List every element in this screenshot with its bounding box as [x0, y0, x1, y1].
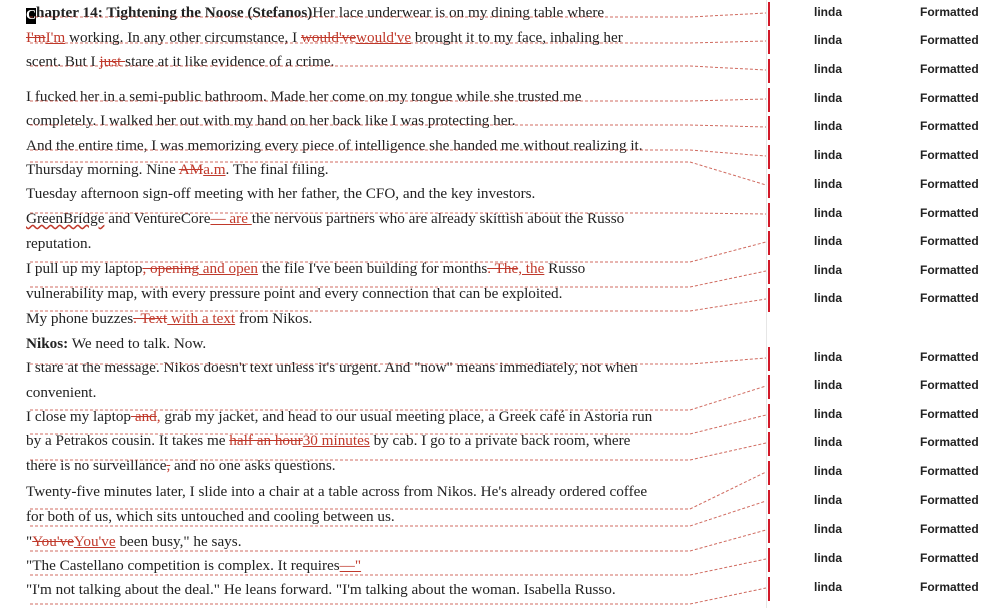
revision-author: linda — [814, 378, 843, 392]
revision-author: linda — [814, 493, 843, 507]
revision-author: linda — [814, 291, 843, 305]
text-run: vulnerability map, with every pressure point and every connection that can be exploited. — [26, 285, 563, 302]
text-run: brought it to my face, inhaling her — [411, 29, 623, 46]
revision-type: Formatted — [920, 407, 979, 421]
text-run: Her lace underwear is on my dining table where — [312, 4, 605, 21]
comment-connector-line — [30, 588, 766, 604]
revision-balloon[interactable] — [772, 261, 1000, 281]
revision-balloon[interactable] — [772, 232, 1000, 252]
revision-type: Formatted — [920, 206, 979, 220]
text-run: the nervous partners who are already skittish about the Russo — [251, 210, 625, 227]
revision-author: linda — [814, 551, 843, 565]
comment-connector-line — [30, 358, 766, 364]
revision-author: linda — [814, 407, 843, 421]
inserted-text: I'm — [45, 29, 66, 46]
revision-type: Formatted — [920, 551, 979, 565]
revision-type: Formatted — [920, 119, 979, 133]
revision-author: linda — [814, 435, 843, 449]
text-run: there is no surveillance — [26, 457, 167, 474]
comment-connector-line — [30, 13, 766, 17]
markup-pane-divider — [766, 0, 767, 608]
text-run: Russo — [544, 260, 586, 277]
revision-balloon[interactable] — [772, 462, 1000, 482]
revision-balloon[interactable] — [772, 89, 1000, 109]
revision-type: Formatted — [920, 91, 979, 105]
revision-type: Formatted — [920, 435, 979, 449]
change-bar — [768, 548, 770, 572]
change-bar — [768, 404, 770, 428]
revision-author: linda — [814, 119, 843, 133]
deleted-text: and — [131, 408, 157, 425]
comment-connector-line — [30, 386, 766, 410]
revision-author: linda — [814, 177, 843, 191]
revision-author: linda — [814, 263, 843, 277]
inserted-text: You've — [73, 533, 116, 550]
revision-type: Formatted — [920, 291, 979, 305]
change-bar — [768, 30, 770, 54]
revision-author: linda — [814, 62, 843, 76]
comment-connector-line — [30, 162, 766, 185]
change-bar — [768, 174, 770, 198]
revision-author: linda — [814, 522, 843, 536]
comment-connector-line — [30, 501, 766, 526]
revision-type: Formatted — [920, 234, 979, 248]
text-run: . The final filing. — [225, 161, 329, 178]
comment-connector-line — [30, 472, 766, 509]
inserted-text: , — [156, 408, 161, 425]
text-run: working. In any other circumstance, I — [65, 29, 301, 46]
change-bar — [768, 432, 770, 456]
revision-balloon[interactable] — [772, 348, 1000, 368]
comment-connector-line — [30, 299, 766, 311]
change-bar — [768, 490, 770, 514]
revision-type: Formatted — [920, 5, 979, 19]
revision-type: Formatted — [920, 177, 979, 191]
revision-type: Formatted — [920, 33, 979, 47]
revision-type: Formatted — [920, 263, 979, 277]
text-run: convenient. — [26, 384, 97, 401]
revision-balloon[interactable] — [772, 405, 1000, 425]
revision-balloon[interactable] — [772, 31, 1000, 51]
text-run: "The Castellano competition is complex. It requires — [26, 557, 340, 574]
deleted-text: . The — [487, 260, 519, 277]
revision-balloon[interactable] — [772, 289, 1000, 309]
revision-author: linda — [814, 234, 843, 248]
revision-author: linda — [814, 33, 843, 47]
comment-connector-line — [30, 150, 766, 156]
inserted-text: a.m — [203, 161, 226, 178]
text-run: reputation. — [26, 235, 92, 252]
revision-type: Formatted — [920, 522, 979, 536]
change-bar — [768, 519, 770, 543]
text-run: the file I've been building for months — [258, 260, 488, 277]
comment-connector-line — [30, 125, 766, 127]
deleted-text: You've — [32, 533, 74, 550]
revision-balloon[interactable] — [772, 117, 1000, 137]
revision-balloon[interactable] — [772, 175, 1000, 195]
text-run: Tuesday afternoon sign-off meeting with her father, the CFO, and the key investors. — [26, 185, 536, 202]
deleted-text: AM — [178, 161, 204, 178]
change-bar — [768, 288, 770, 312]
comment-connector-line — [30, 271, 766, 287]
inserted-text: , the — [518, 260, 545, 277]
inserted-text: and open — [198, 260, 259, 277]
deleted-text: , opening — [142, 260, 199, 277]
spelling-flag-text: GreenBridge — [26, 210, 105, 227]
text-run: I pull up my laptop — [26, 260, 143, 277]
text-run: "I'm not talking about the deal." He leans forward. "I'm talking about the woman. Isabella Russo. — [26, 581, 616, 598]
text-run: Twenty-five minutes later, I slide into a chair at a table across from Nikos. He's already ordered coffee — [26, 483, 648, 500]
selection-caret: C — [26, 8, 37, 23]
text-run: " — [26, 533, 33, 550]
revision-author: linda — [814, 580, 843, 594]
change-bar — [768, 2, 770, 26]
revision-balloon[interactable] — [772, 491, 1000, 511]
change-bar — [768, 88, 770, 112]
text-run: I close my laptop — [26, 408, 132, 425]
text-run: We need to talk. Now. — [68, 335, 207, 352]
revision-type: Formatted — [920, 378, 979, 392]
change-bar — [768, 461, 770, 485]
text-run: Thursday morning. Nine — [26, 161, 179, 178]
change-bar — [768, 347, 770, 371]
text-run: And the entire time, I was memorizing every piece of intelligence she handed me without realizing it. — [26, 137, 643, 154]
text-run: and no one asks questions. — [170, 457, 336, 474]
chapter-heading: hapter 14: Tightening the Noose (Stefanos) — [36, 4, 313, 21]
revision-type: Formatted — [920, 62, 979, 76]
text-run: by cab. I go to a private back room, where — [369, 432, 631, 449]
revision-author: linda — [814, 5, 843, 19]
revision-author: linda — [814, 464, 843, 478]
change-bar — [768, 577, 770, 601]
comment-connector-line — [30, 415, 766, 434]
comments-pane — [772, 0, 1000, 608]
change-bar — [768, 231, 770, 255]
speaker-name: Nikos: — [26, 335, 69, 352]
inserted-text: — are — [210, 210, 252, 227]
text-run: I stare at the message. Nikos doesn't text unless it's urgent. And "now" means immediately, not when — [26, 359, 638, 376]
inserted-text: 30 minutes — [302, 432, 370, 449]
text-run: My phone buzzes — [26, 310, 134, 327]
inserted-text: would've — [356, 29, 412, 46]
revision-balloon[interactable] — [772, 549, 1000, 569]
revision-author: linda — [814, 148, 843, 162]
text-run: for both of us, which sits untouched and cooling between us. — [26, 508, 395, 525]
revision-balloon[interactable] — [772, 578, 1000, 598]
text-run: by a Petrakos cousin. It takes me — [26, 432, 230, 449]
revision-balloon[interactable] — [772, 520, 1000, 540]
inserted-text: with a text — [167, 310, 236, 327]
change-bar — [768, 260, 770, 284]
deleted-text: just — [99, 53, 126, 70]
revision-balloon[interactable] — [772, 60, 1000, 80]
revision-author: linda — [814, 91, 843, 105]
revision-type: Formatted — [920, 464, 979, 478]
comment-connector-line — [30, 213, 766, 214]
change-bar — [768, 203, 770, 227]
revision-balloon[interactable] — [772, 146, 1000, 166]
text-run: from Nikos. — [235, 310, 313, 327]
revision-author: linda — [814, 350, 843, 364]
deleted-text: would've — [300, 29, 357, 46]
text-run: stare at it like evidence of a crime. — [125, 53, 335, 70]
text-run: been busy," he says. — [115, 533, 242, 550]
revision-balloon[interactable] — [772, 433, 1000, 453]
comment-connector-line — [30, 242, 766, 262]
revision-type: Formatted — [920, 148, 979, 162]
revision-balloon[interactable] — [772, 204, 1000, 224]
comment-connector-line — [30, 66, 766, 70]
text-run: and VentureCore — [104, 210, 211, 227]
change-bar — [768, 145, 770, 169]
revision-balloon[interactable] — [772, 376, 1000, 396]
comment-connector-line — [30, 443, 766, 460]
revision-author: linda — [814, 206, 843, 220]
revision-type: Formatted — [920, 493, 979, 507]
deleted-text: , — [166, 457, 171, 474]
inserted-text: —" — [339, 557, 362, 574]
deleted-text: . Text — [133, 310, 168, 327]
comment-connector-line — [30, 41, 766, 43]
revision-type: Formatted — [920, 350, 979, 364]
deleted-text: half an hour — [229, 432, 303, 449]
revision-balloon[interactable] — [772, 3, 1000, 23]
deleted-text: I'm — [26, 29, 46, 46]
comment-connector-line — [30, 559, 766, 575]
change-bar — [768, 116, 770, 140]
comment-connector-line — [30, 99, 766, 101]
revision-type: Formatted — [920, 580, 979, 594]
text-run: completely. I walked her out with my hand on her back like I was protecting her. — [26, 112, 516, 129]
change-bar — [768, 375, 770, 399]
text-run: I fucked her in a semi-public bathroom. Made her come on my tongue while she trusted me — [26, 88, 582, 105]
change-bar — [768, 59, 770, 83]
text-run: scent. But I — [26, 53, 100, 70]
comment-connector-line — [30, 530, 766, 551]
text-run: grab my jacket, and head to our usual meeting place, a Greek café in Astoria run — [160, 408, 653, 425]
